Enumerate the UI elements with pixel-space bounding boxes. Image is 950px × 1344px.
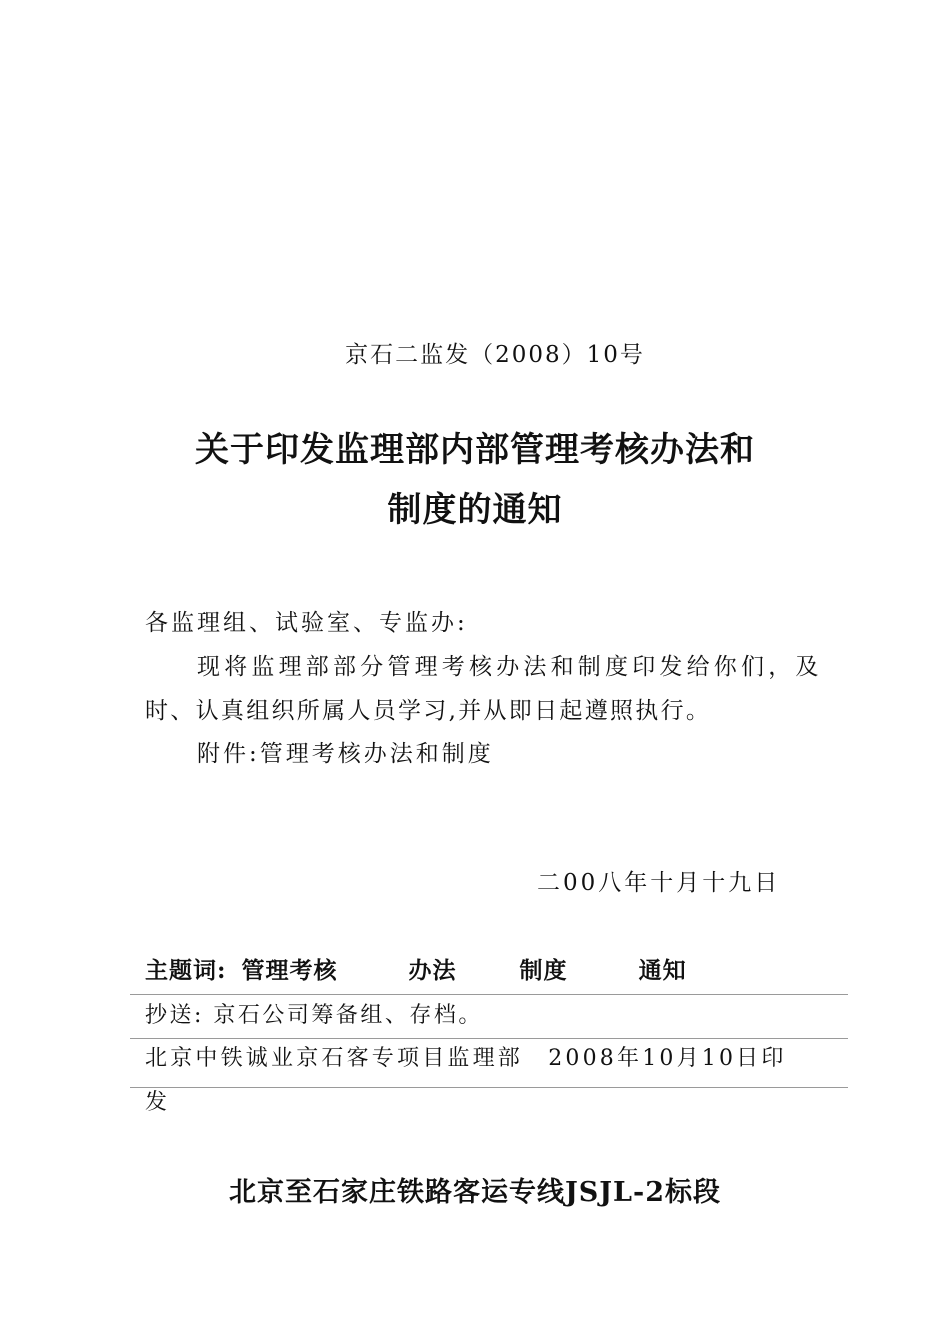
issuer-line-2: 发 [145,1090,168,1115]
keyword-item: 通知 [638,957,687,984]
document-number: 京石二监发（2008）10号 [345,342,645,368]
keyword-item: 管理考核 [241,957,338,984]
keywords-label: 主题词: [145,957,227,984]
divider [130,1038,848,1039]
keyword-item: 制度 [519,957,568,984]
cc-line: 抄送: 京石公司筹备组、存档。 [145,1003,483,1028]
body-paragraph-line-1: 现将监理部部分管理考核办法和制度印发给你们，及 [197,654,823,680]
salutation: 各监理组、试验室、专监办: [145,610,468,636]
attachment-note: 附件:管理考核办法和制度 [197,741,494,767]
issue-date: 二00八年十月十九日 [537,870,781,896]
project-footer: 北京至石家庄铁路客运专线JSJL-2标段 [228,1177,722,1208]
divider [130,994,848,995]
document-title-line-1: 关于印发监理部内部管理考核办法和 [195,430,755,470]
divider [130,1087,848,1088]
body-paragraph-line-2: 时、认真组织所属人员学习,并从即日起遵照执行。 [145,698,712,724]
keyword-item: 办法 [408,957,457,984]
issuer-line-1: 北京中铁诚业京石客专项目监理部 2008年10月10日印 [145,1046,787,1071]
document-title-line-2: 制度的通知 [387,490,563,530]
subject-keywords [145,952,687,985]
